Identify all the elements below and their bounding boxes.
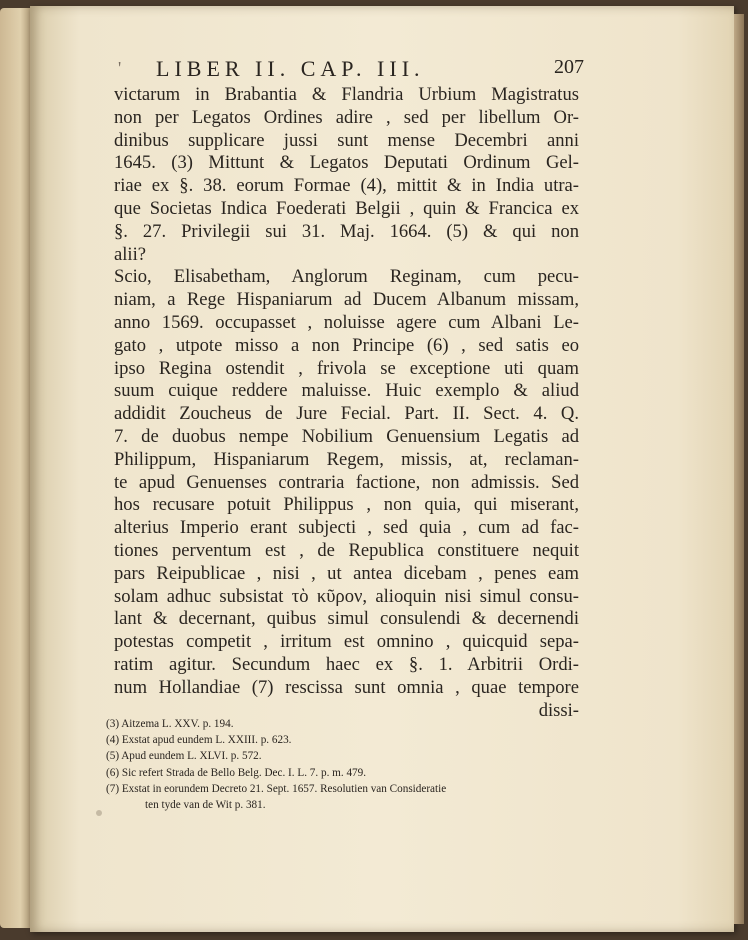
text-line: Philippum, Hispaniarum Regem, missis, at, reclaman- [114,448,579,470]
catchword: dissi- [538,699,579,721]
text-line: Scio, Elisabetham, Anglorum Reginam, cum pecu- [114,266,579,288]
text-line: §. 27. Privilegii sui 31. Maj. 1664. (5) & qui non [114,220,579,242]
text-line: dinibus supplicare jussi sunt mense Decembri anni [114,129,579,151]
text-line: riae ex §. 38. eorum Formae (4), mittit & in India utra- [114,175,579,197]
text-line: alii? [114,243,147,265]
text-line: addidit Zoucheus de Jure Fecial. Part. II. Sect. 4. Q. [114,403,579,425]
text-line: pars Reipublicae , nisi , ut antea dicebam , penes eam [114,562,579,584]
text-line: alterius Imperio erant subjecti , sed quia , cum ad fac- [114,517,579,539]
text-line: num Hollandiae (7) rescissa sunt omnia , quae tempore [114,676,579,698]
text-line: anno 1569. occupasset , noluisse agere cum Albani Le- [114,311,579,333]
text-line: victarum in Brabantia & Flandria Urbium Magistratus [114,84,579,105]
footnote: (7) Exstat in eorundem Decreto 21. Sept. 1657. Resolutien van Consideratie [106,782,447,795]
footnote: (4) Exstat apud eundem L. XXIII. p. 623. [106,734,292,747]
text-line: gato , utpote misso a non Principe (6) , sed satis eo [114,334,579,356]
text-line: solam adhuc subsistat τὸ κῦρον, alioquin nisi simul consu- [114,585,579,607]
previous-page-edge [0,8,34,928]
text-line: suum cuique reddere maluisse. Huic exemplo & aliud [114,380,579,402]
page-edge-right [734,14,744,924]
text-line: tiones perventum est , de Republica constituere nequit [114,539,579,561]
running-head [88,56,584,84]
text-line: ipso Regina ostendit , frivola se exceptione uti quam [114,357,579,379]
footnotes [106,716,546,813]
text-line: te apud Genuenses contraria factione, non admissis. Sed [114,471,579,493]
running-head-title: LIBER II. CAP. III. [156,56,425,81]
text-line: ratim agitur. Secundum haec ex §. 1. Arbitrii Ordi- [114,653,579,675]
text-line: que Societas Indica Foederati Belgii , quin & Francica ex [114,197,579,219]
main-text [114,84,579,722]
text-line: 7. de duobus nempe Nobilium Genuensium Legatis ad [114,425,579,447]
ink-smudge [96,810,102,816]
text-line: 1645. (3) Mittunt & Legatos Deputati Ordinum Gel- [114,152,579,174]
running-head-mark: ' [118,58,122,78]
text-line: hos recusare potuit Philippus , non quia, qui miserant, [114,494,579,516]
footnote: (3) Aitzema L. XXV. p. 194. [106,718,234,730]
footnote-continuation: ten tyde van de Wit p. 381. [145,799,266,812]
text-line: lant & decernant, quibus simul consulendi & decernendi [114,608,579,630]
text-line: non per Legatos Ordines adire , sed per libellum Or- [114,106,579,128]
text-line: niam, a Rege Hispaniarum ad Ducem Albanum missam, [114,289,579,311]
footnote: (6) Sic refert Strada de Bello Belg. Dec. I. L. 7. p. m. 479. [106,766,367,779]
page-number: 207 [554,56,584,78]
footnote: (5) Apud eundem L. XLVI. p. 572. [106,750,262,763]
text-line: potestas competit , irritum est omnino , quicquid sepa- [114,631,579,653]
